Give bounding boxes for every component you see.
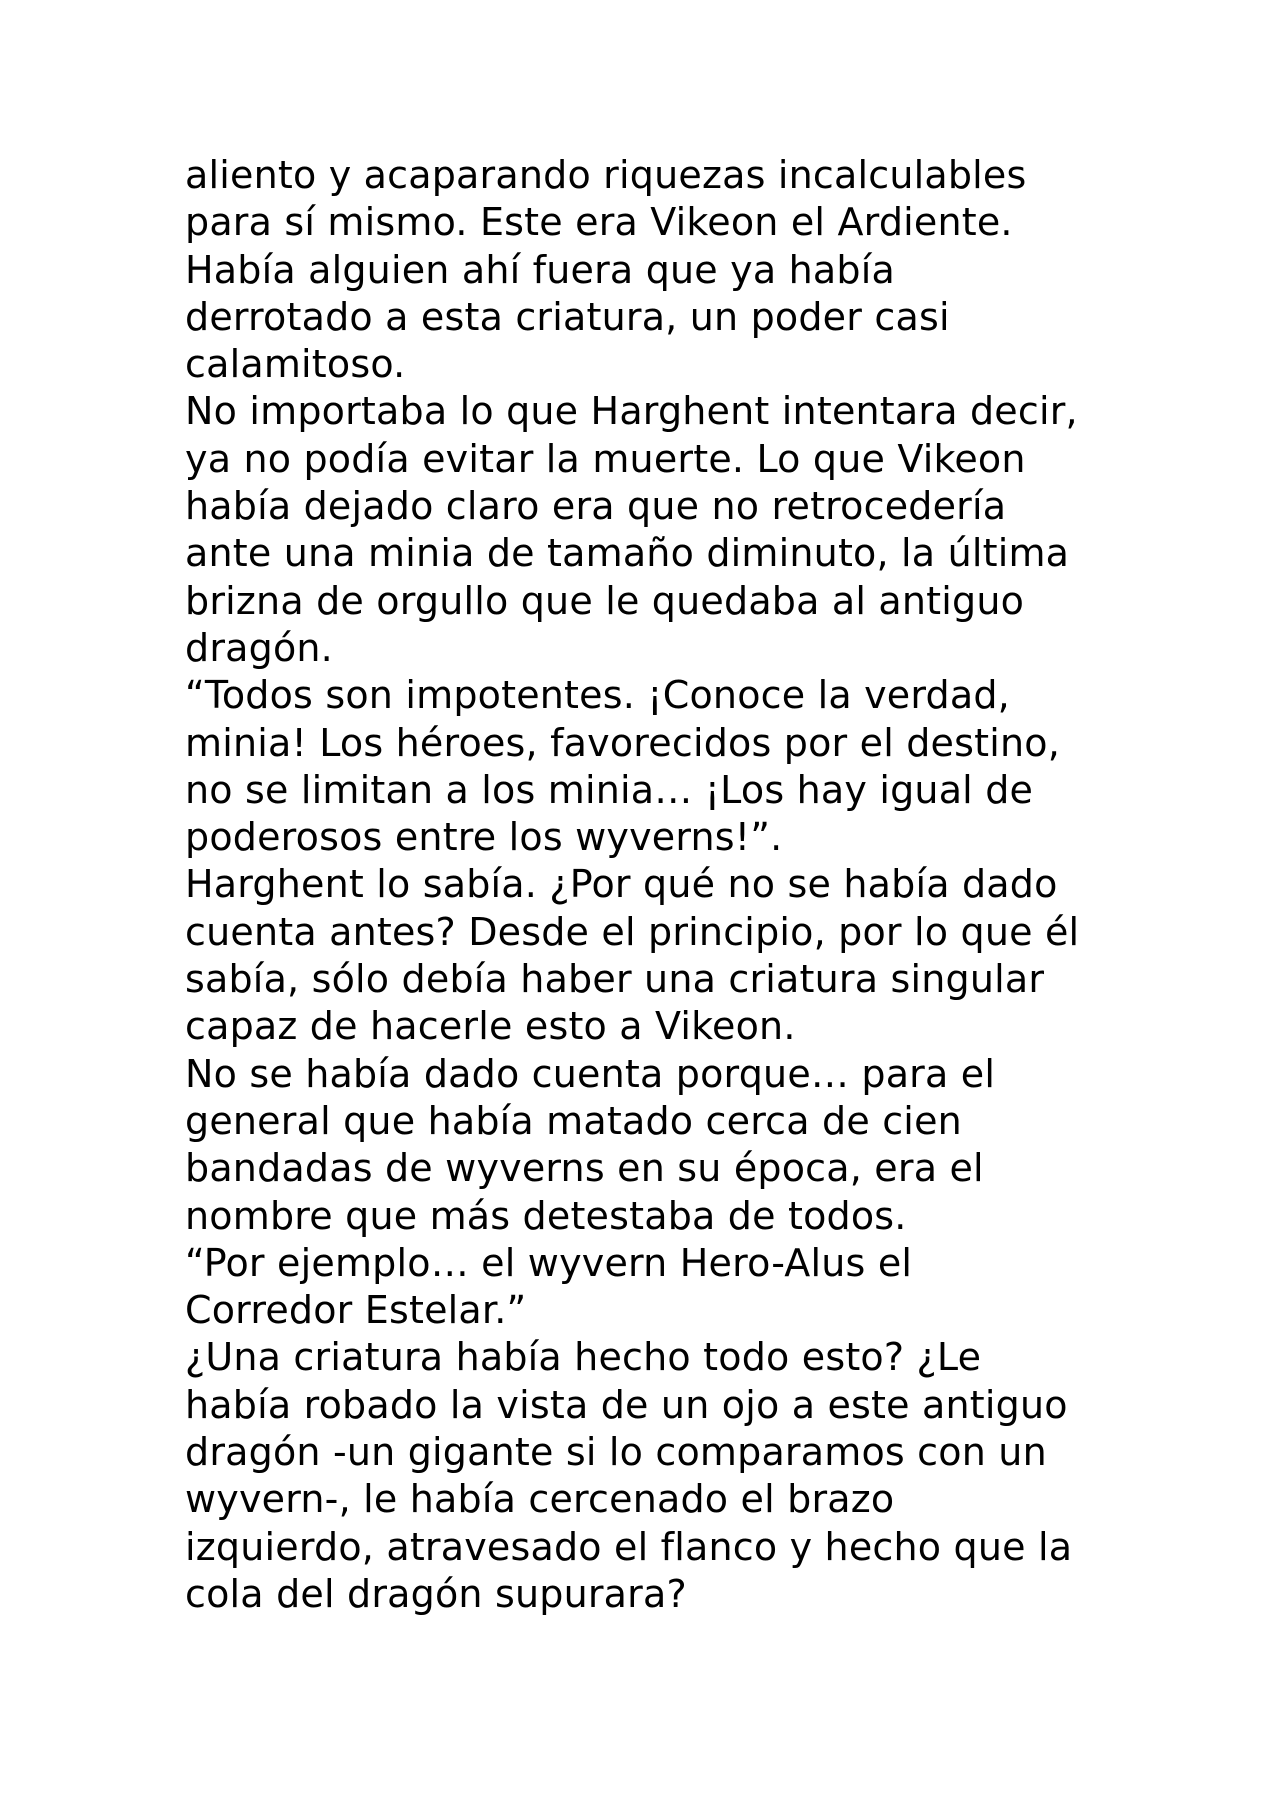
text-line: Corredor Estelar.”: [185, 1288, 527, 1333]
text-line: cuenta antes? Desde el principio, por lo que él: [185, 909, 1080, 954]
text-line: dragón -un gigante si lo comparamos con un: [185, 1430, 1047, 1475]
text-line: wyvern-, le había cercenado el brazo: [185, 1477, 895, 1522]
text-line: había dejado claro era que no retrocedería: [185, 484, 1007, 529]
text-line: “Todos son impotentes. ¡Conoce la verdad,: [185, 673, 1010, 718]
text-line: aliento y acaparando riquezas incalculables: [185, 153, 1027, 197]
text-line: Harghent lo sabía. ¿Por qué no se había dado: [185, 862, 1058, 907]
body-text: [185, 152, 1185, 1618]
text-line: ante una minia de tamaño diminuto, la última: [185, 531, 1070, 576]
text-line: minia! Los héroes, favorecidos por el destino,: [185, 720, 1060, 765]
text-line: sabía, sólo debía haber una criatura singular: [185, 957, 1045, 1002]
text-line: bandadas de wyverns en su época, era el: [185, 1146, 984, 1191]
text-line: capaz de hacerle esto a Vikeon.: [185, 1004, 796, 1049]
text-line: derrotado a esta criatura, un poder casi: [185, 294, 950, 339]
text-line: izquierdo, atravesado el flanco y hecho que la: [185, 1524, 1073, 1569]
text-line: ya no podía evitar la muerte. Lo que Vikeon: [185, 436, 1026, 481]
text-line: nombre que más detestaba de todos.: [185, 1193, 907, 1238]
text-line: “Por ejemplo… el wyvern Hero-Alus el: [185, 1240, 913, 1285]
text-line: general que había matado cerca de cien: [185, 1098, 962, 1143]
text-line: brizna de orgullo que le quedaba al antiguo: [185, 578, 1025, 623]
text-line: ¿Una criatura había hecho todo esto? ¿Le: [185, 1335, 982, 1380]
text-line: calamitoso.: [185, 342, 406, 387]
text-line: para sí mismo. Este era Vikeon el Ardiente.: [185, 200, 1013, 245]
text-line: cola del dragón supurara?: [185, 1571, 687, 1616]
text-line: no se limitan a los minia… ¡Los hay igual de: [185, 767, 1034, 812]
text-line: No importaba lo que Harghent intentara decir,: [185, 389, 1078, 434]
text-line: dragón.: [185, 625, 333, 670]
text-line: había robado la vista de un ojo a este antiguo: [185, 1382, 1068, 1427]
text-line: No se había dado cuenta porque… para el: [185, 1051, 996, 1096]
text-line: poderosos entre los wyverns!”.: [185, 815, 783, 860]
text-line: Había alguien ahí fuera que ya había: [185, 247, 895, 292]
